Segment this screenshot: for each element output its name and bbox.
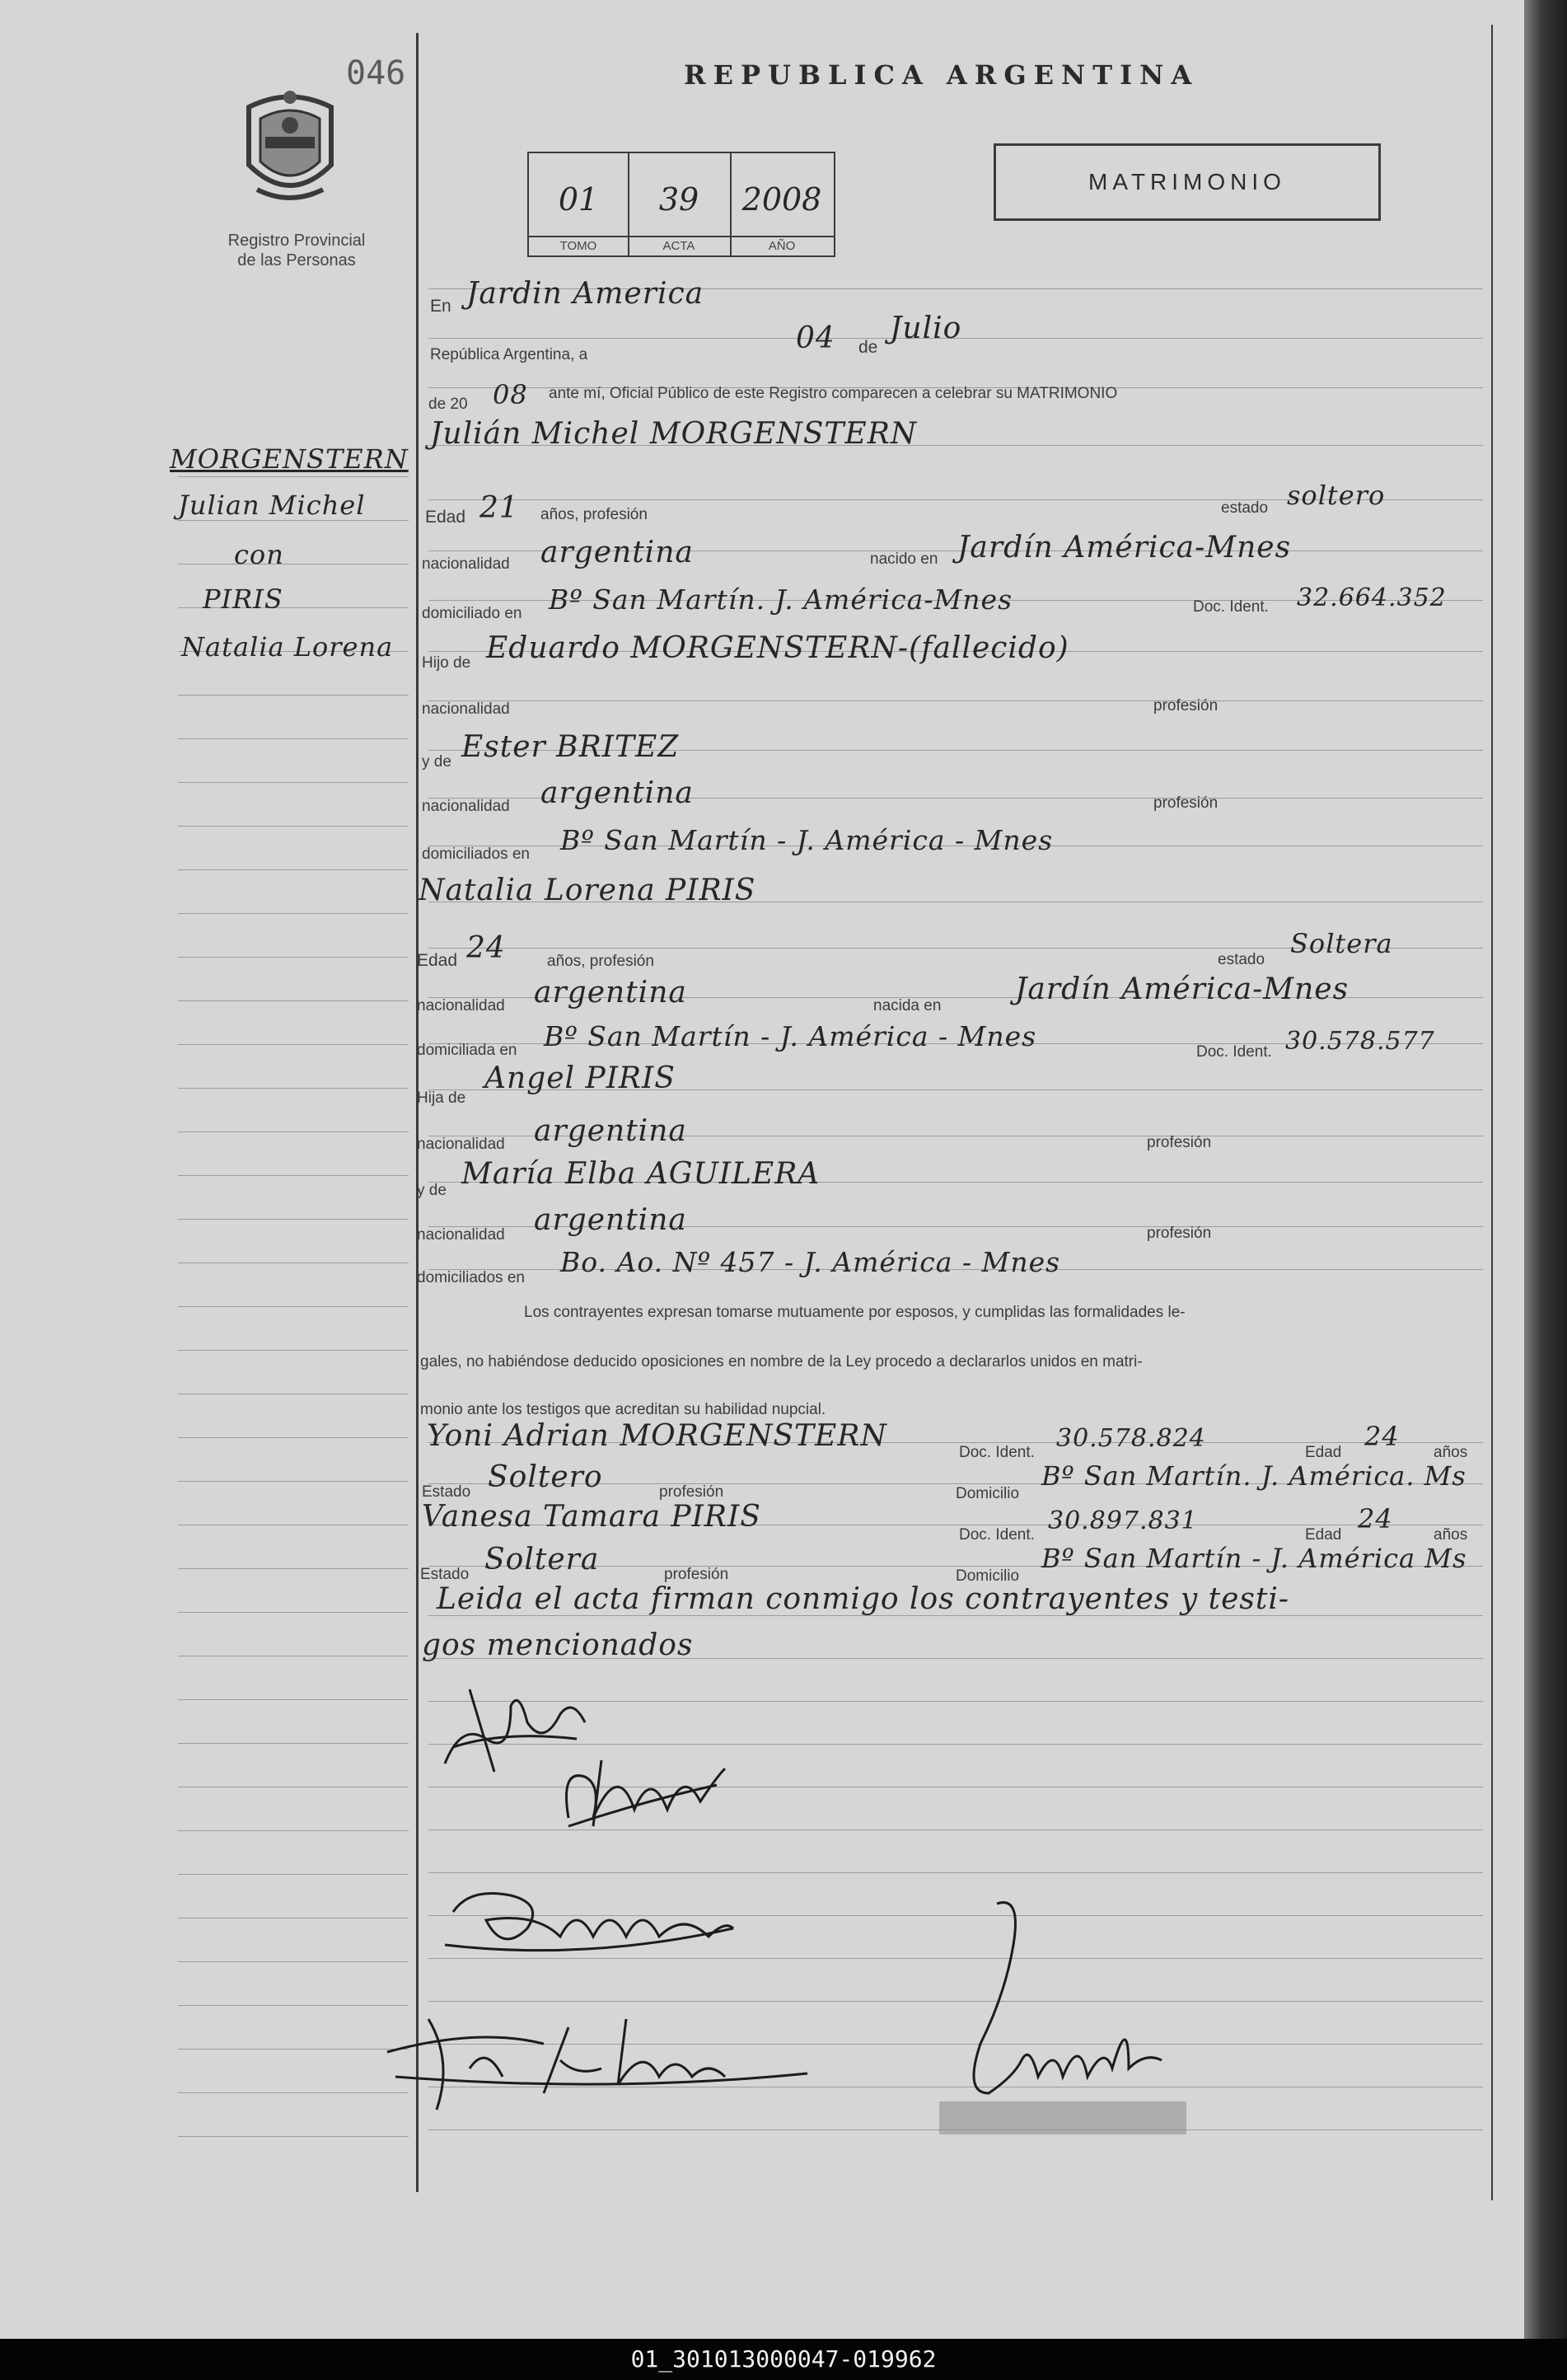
margin-ruled-line [178, 869, 409, 870]
label-bride-estado: estado [1218, 951, 1265, 968]
margin-con: con [234, 539, 284, 570]
label-de: de [858, 338, 878, 357]
label-mother-nacionalidad: nacionalidad [422, 798, 510, 815]
label-w2-profesion: profesión [664, 1566, 729, 1583]
margin-ruled-line [178, 1219, 409, 1220]
margin-ruled-line [178, 1961, 409, 1962]
record-type-box: MATRIMONIO [994, 143, 1381, 221]
scan-filename: 01_301013000047-019962 [0, 2339, 1567, 2380]
margin-ruled-line [178, 564, 409, 565]
label-w1-anios: años [1434, 1444, 1468, 1461]
margin-ruled-line [178, 1874, 409, 1875]
witness1-name: Yoni Adrian MORGENSTERN [427, 1419, 887, 1453]
margin-divider [416, 33, 419, 2192]
margin-ruled-line [178, 738, 409, 739]
bride-domicile: Bº San Martín - J. América - Mnes [544, 1020, 1037, 1052]
label-estado: estado [1221, 499, 1269, 517]
margin-other-given: Natalia Lorena [181, 631, 394, 663]
label-en: En [430, 297, 451, 316]
margin-ruled-line [178, 1175, 409, 1176]
witness1-age: 24 [1364, 1421, 1400, 1452]
margin-ruled-line [178, 957, 409, 958]
label-father-profesion: profesión [1153, 697, 1219, 714]
witness1-domicile: Bº San Martín. J. América. Ms [1041, 1460, 1466, 1492]
acta-reference-box [527, 152, 835, 257]
label-bride-nacionalidad: nacionalidad [417, 997, 505, 1014]
declaration-line-1: Los contrayentes expresan tomarse mutuamente por esposos, y cumplidas las formalidades le- [524, 1304, 1186, 1321]
witness2-domicile: Bº San Martín - J. América Ms [1041, 1543, 1467, 1574]
groom-age: 21 [479, 491, 519, 525]
margin-ruled-line [178, 1437, 409, 1438]
signature-witness-1 [437, 1871, 750, 1970]
margin-ruled-line [178, 1044, 409, 1045]
label-w2-edad: Edad [1305, 1526, 1342, 1544]
groom-mother: Ester BRITEZ [461, 730, 680, 764]
groom-name: Julián Michel MORGENSTERN [430, 417, 918, 451]
folio-number: 046 [346, 54, 406, 92]
label-domiciliada: domiciliada en [417, 1042, 517, 1059]
label-w1-profesion: profesión [659, 1483, 724, 1501]
bride-doc: 30.578.577 [1285, 1027, 1435, 1056]
witness1-doc: 30.578.824 [1056, 1424, 1206, 1453]
margin-ruled-line [178, 1000, 409, 1001]
day-value: 04 [796, 321, 835, 355]
label-bride-father-nacionalidad: nacionalidad [417, 1136, 505, 1153]
groom-parents-domicile: Bº San Martín - J. América - Mnes [560, 824, 1054, 856]
label-bride-mother-nacionalidad: nacionalidad [417, 1226, 505, 1244]
label-nacida: nacida en [873, 997, 942, 1014]
label-father-nacionalidad: nacionalidad [422, 700, 510, 718]
right-border [1491, 25, 1493, 2200]
year-suffix: 08 [493, 379, 528, 410]
label-nacido: nacido en [870, 550, 938, 568]
margin-ruled-line [178, 1743, 409, 1744]
groom-father: Eduardo MORGENSTERN-(fallecido) [486, 631, 1069, 665]
margin-ruled-line [178, 1088, 409, 1089]
margin-ruled-line [178, 2005, 409, 2006]
witness2-name: Vanesa Tamara PIRIS [422, 1500, 761, 1534]
appearance-statement: ante mí, Oficial Público de este Registro comparecen a celebrar su MATRIMONIO [549, 385, 1118, 402]
bride-father-nationality: argentina [534, 1114, 687, 1148]
margin-ruled-line [178, 1830, 409, 1831]
label-y-de: y de [422, 753, 451, 771]
label-republica: República Argentina, a [430, 346, 588, 363]
declaration-line-3: monio ante los testigos que acreditan su habilidad nupcial. [420, 1401, 826, 1418]
margin-ruled-line [178, 2136, 409, 2137]
margin-ruled-line [178, 1350, 409, 1351]
label-bride-doc-ident: Doc. Ident. [1196, 1043, 1272, 1061]
anio-cell: 2008 AÑO [730, 153, 834, 255]
label-domiciliados: domiciliados en [422, 846, 530, 863]
bride-mother-nationality: argentina [534, 1203, 687, 1237]
groom-birthplace: Jardín América-Mnes [957, 531, 1292, 565]
label-bride-domiciliados: domiciliados en [417, 1269, 525, 1286]
groom-domicile: Bº San Martín. J. América-Mnes [549, 583, 1013, 616]
margin-ruled-line [178, 913, 409, 914]
margin-ruled-line [178, 476, 409, 477]
signature-bride [552, 1736, 733, 1843]
label-hijo-de: Hijo de [422, 654, 471, 672]
signature-official [914, 1895, 1211, 2143]
acta-cell: 39 ACTA [628, 153, 732, 255]
margin-ruled-line [178, 695, 409, 696]
margin-ruled-line [178, 1131, 409, 1132]
margin-ruled-line [178, 1481, 409, 1482]
place-value: Jardin America [466, 277, 704, 311]
witness2-doc: 30.897.831 [1048, 1506, 1198, 1535]
closing-line-2: gos mencionados [422, 1628, 694, 1662]
label-w2-doc: Doc. Ident. [959, 1526, 1035, 1544]
margin-ruled-line [178, 1918, 409, 1919]
groom-mother-nationality: argentina [540, 776, 694, 810]
label-mother-profesion: profesión [1153, 794, 1219, 812]
declaration-line-2: gales, no habiéndose deducido oposiciones en nombre de la Ley procedo a declararlos unidos en matri- [420, 1353, 1143, 1370]
label-w2-estado: Estado [420, 1566, 470, 1583]
groom-doc: 32.664.352 [1297, 583, 1447, 612]
margin-given: Julian Michel [178, 490, 366, 521]
label-bride-y-de: y de [417, 1182, 447, 1199]
label-anios-profesion: años, profesión [540, 506, 648, 523]
page-edge-shadow [1524, 0, 1567, 2339]
label-w2-anios: años [1434, 1526, 1468, 1544]
registry-name: Registro Provincial de las Personas [227, 232, 366, 269]
margin-ruled-line [178, 1568, 409, 1569]
label-nacionalidad: nacionalidad [422, 555, 510, 573]
label-bride-anios-profesion: años, profesión [547, 953, 654, 970]
label-w1-domicilio: Domicilio [956, 1485, 1020, 1502]
label-hija-de: Hija de [417, 1089, 466, 1107]
groom-estado: soltero [1287, 480, 1386, 511]
bride-birthplace: Jardín América-Mnes [1015, 972, 1349, 1006]
label-w1-estado: Estado [422, 1483, 471, 1501]
witness1-estado: Soltero [488, 1460, 603, 1494]
label-de-year: de 20 [428, 396, 468, 413]
label-w1-doc: Doc. Ident. [959, 1444, 1035, 1461]
tomo-cell: 01 TOMO [529, 153, 629, 255]
label-edad: Edad [425, 508, 466, 527]
closing-line-1: Leida el acta firman conmigo los contrayentes y testi- [437, 1582, 1289, 1616]
label-bride-edad: Edad [417, 951, 458, 970]
label-bride-father-profesion: profesión [1147, 1134, 1212, 1151]
label-doc-ident: Doc. Ident. [1193, 598, 1269, 616]
bride-father: Angel PIRIS [484, 1061, 676, 1095]
bride-age: 24 [466, 931, 506, 965]
month-value: Julio [890, 312, 962, 345]
bride-name: Natalia Lorena PIRIS [419, 874, 756, 907]
margin-ruled-line [178, 1612, 409, 1613]
margin-ruled-line [178, 2049, 409, 2050]
margin-ruled-line [178, 782, 409, 783]
label-w1-edad: Edad [1305, 1444, 1342, 1461]
label-bride-mother-profesion: profesión [1147, 1225, 1212, 1242]
bride-mother: María Elba AGUILERA [461, 1157, 821, 1191]
margin-ruled-line [178, 1306, 409, 1307]
bride-nationality: argentina [534, 976, 687, 1010]
bride-parents-domicile: Bo. Ao. Nº 457 - J. América - Mnes [560, 1246, 1061, 1278]
witness2-age: 24 [1358, 1503, 1393, 1534]
label-domiciliado: domiciliado en [422, 605, 522, 622]
signature-witness-2 [379, 1994, 824, 2118]
margin-other-surname: PIRIS [203, 583, 283, 615]
bride-estado: Soltera [1290, 928, 1393, 959]
groom-nationality: argentina [540, 536, 694, 569]
ruled-line [428, 700, 1483, 701]
document-title: REPUBLICA ARGENTINA [684, 59, 1200, 91]
provincial-seal-icon [232, 82, 348, 214]
margin-surname: MORGENSTERN [170, 443, 409, 475]
label-w2-domicilio: Domicilio [956, 1567, 1020, 1585]
margin-ruled-line [178, 2092, 409, 2093]
margin-ruled-line [178, 826, 409, 827]
witness2-estado: Soltera [484, 1543, 600, 1577]
margin-ruled-line [178, 1699, 409, 1700]
